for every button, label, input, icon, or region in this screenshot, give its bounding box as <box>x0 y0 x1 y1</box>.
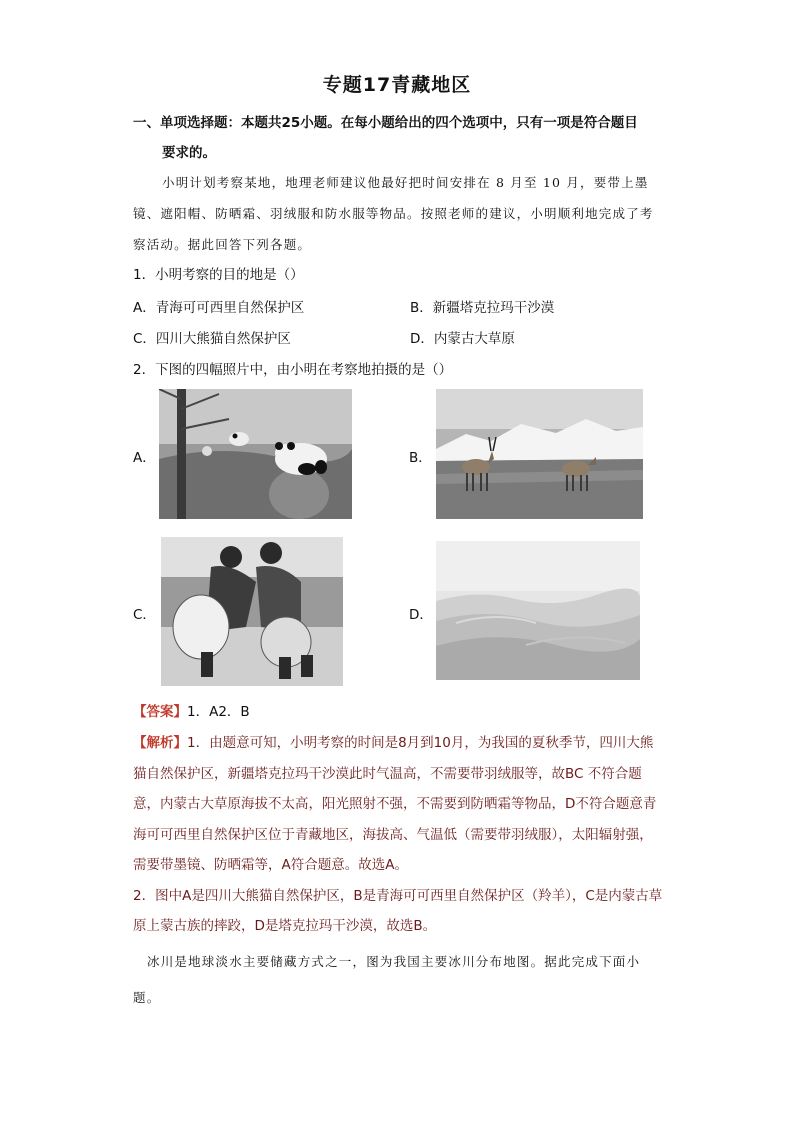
section-heading <box>133 108 673 168</box>
analysis-text-1: 1．由题意可知，小明考察的时间是8月到10月，为我国的夏秋季节，四川大熊猫自然保护区，新疆塔克拉玛干沙漠此时气温高，不需要带羽绒服等，故BC 不符合题意，内蒙古大草原海拔不太高，阳光照射不强，不需要到防晒霜等物品，D不符合题意青海可可西里自然保护区位于青藏地区，海拔高、气温低（需要带羽绒服），太阳辐射强，需要带墨镜、防晒霜等，A符合题意。故选A。 <box>133 735 657 873</box>
photo-panda <box>159 389 352 519</box>
answer-line <box>133 700 250 720</box>
analysis-tag: 【解析】 <box>133 735 187 751</box>
q1-option-b: B．新疆塔克拉玛干沙漠 <box>410 300 555 316</box>
passage-intro: 小明计划考察某地，地理老师建议他最好把时间安排在 8 月至 10 月，要带上墨镜、遮阳帽、防晒霜、羽绒服和防水服等物品。按照老师的建议，小明顺利地完成了考察活动。据此回答下列各题。 <box>133 175 654 252</box>
photo-desert <box>436 541 640 680</box>
q1-option-d: D．内蒙古大草原 <box>410 331 515 347</box>
page-title: 专题17青藏地区 <box>322 74 472 96</box>
antelope-image <box>436 389 643 519</box>
q2-label-b: B． <box>409 450 432 466</box>
wrestling-image <box>161 537 343 686</box>
desert-image <box>436 541 640 680</box>
panda-image <box>159 389 352 519</box>
question-2-stem: 2．下图的四幅照片中，由小明在考察地拍摄的是（） <box>133 362 453 378</box>
q2-label-a: A． <box>133 450 156 466</box>
q1-option-c: C．四川大熊猫自然保护区 <box>133 331 291 347</box>
photo-antelope <box>436 389 643 519</box>
photo-wrestling <box>161 537 343 686</box>
q2-label-d: D． <box>409 607 433 623</box>
q2-label-c: C． <box>133 607 156 623</box>
analysis-paragraph-1 <box>133 728 663 881</box>
question-1-stem: 1．小明考察的目的地是（） <box>133 267 304 283</box>
section-heading-line1: 一、单项选择题：本题共25小题。在每小题给出的四个选项中，只有一项是符合题目 <box>133 115 638 131</box>
passage-glacier: 冰川是地球淡水主要储藏方式之一，图为我国主要冰川分布地图。据此完成下面小题。 <box>133 954 641 1005</box>
answer-text: 1．A2．B <box>187 704 250 720</box>
analysis-block <box>133 728 663 942</box>
q1-option-a: A．青海可可西里自然保护区 <box>133 300 305 316</box>
analysis-paragraph-2: 2．图中A是四川大熊猫自然保护区，B是青海可可西里自然保护区（羚羊），C是内蒙古草原上蒙古族的摔跤，D是塔克拉玛干沙漠，故选B。 <box>133 887 663 934</box>
section-heading-line2: 要求的。 <box>162 145 216 161</box>
answer-tag: 【答案】 <box>133 704 187 720</box>
